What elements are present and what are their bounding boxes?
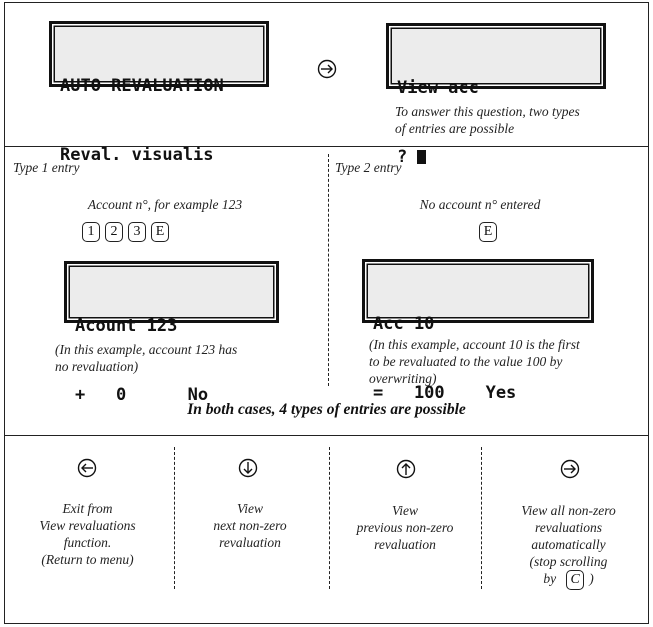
- type1-caption: Account n°, for example 123: [87, 197, 243, 212]
- option-divider-3: [481, 447, 482, 589]
- option-previous-text: View previous non-zero revaluation: [356, 503, 454, 552]
- divider-2: [5, 435, 648, 436]
- stop-by-line: by C ): [491, 570, 646, 590]
- key-3[interactable]: 3: [128, 222, 146, 242]
- cursor-block: [417, 150, 426, 164]
- arrow-right-circle-icon[interactable]: [560, 459, 580, 479]
- lcd-line-1: View acc: [397, 78, 479, 98]
- key-2[interactable]: 2: [105, 222, 123, 242]
- divider-1: [5, 146, 648, 147]
- lcd-line-2: ?: [397, 146, 595, 169]
- option-exit-text: Exit from View revaluations function. (Return to menu): [39, 501, 136, 567]
- type2-title: Type 2 entry: [335, 160, 402, 175]
- option-auto-text: View all non-zero revaluations automatically (stop scrolling by C ): [491, 502, 646, 590]
- key-1[interactable]: 1: [82, 222, 100, 242]
- type2-key-sequence: [479, 222, 502, 242]
- key-e[interactable]: E: [479, 222, 497, 242]
- type2-caption: No account n° entered: [419, 197, 541, 212]
- option-divider-1: [174, 447, 175, 589]
- top-note: To answer this question, two types of entries are possible: [395, 104, 580, 136]
- lcd-line-1: AUTO REVALUATION: [60, 76, 224, 96]
- option-divider-2: [329, 447, 330, 589]
- key-e[interactable]: E: [151, 222, 169, 242]
- type2-note: (In this example, account 10 is the first to be revaluated to the value 100 by overwriting): [369, 337, 580, 386]
- arrow-right-circle-icon: [317, 59, 337, 79]
- column-divider: [328, 154, 329, 386]
- both-cases-heading: In both cases, 4 types of entries are possible: [187, 401, 466, 418]
- option-next-text: View next non-zero revaluation: [213, 501, 287, 550]
- type1-key-sequence: [82, 222, 174, 242]
- type1-note: (In this example, account 123 has no revaluation): [55, 342, 238, 374]
- arrow-down-circle-icon[interactable]: [238, 458, 258, 478]
- lcd-line-2: = 100 Yes: [373, 383, 517, 403]
- manual-page: [4, 2, 649, 624]
- lcd-line-2: + 0 No: [75, 385, 209, 405]
- key-c[interactable]: C: [566, 570, 584, 590]
- lcd-line-1: Acount 123: [75, 316, 178, 336]
- arrow-left-circle-icon[interactable]: [77, 458, 97, 478]
- type1-title: Type 1 entry: [13, 160, 80, 175]
- arrow-up-circle-icon[interactable]: [396, 459, 416, 479]
- lcd-line-1: Acc 10: [373, 314, 435, 334]
- lcd-line-2: Reval. visualis: [60, 145, 214, 165]
- lcd-auto-revaluation: [49, 21, 269, 165]
